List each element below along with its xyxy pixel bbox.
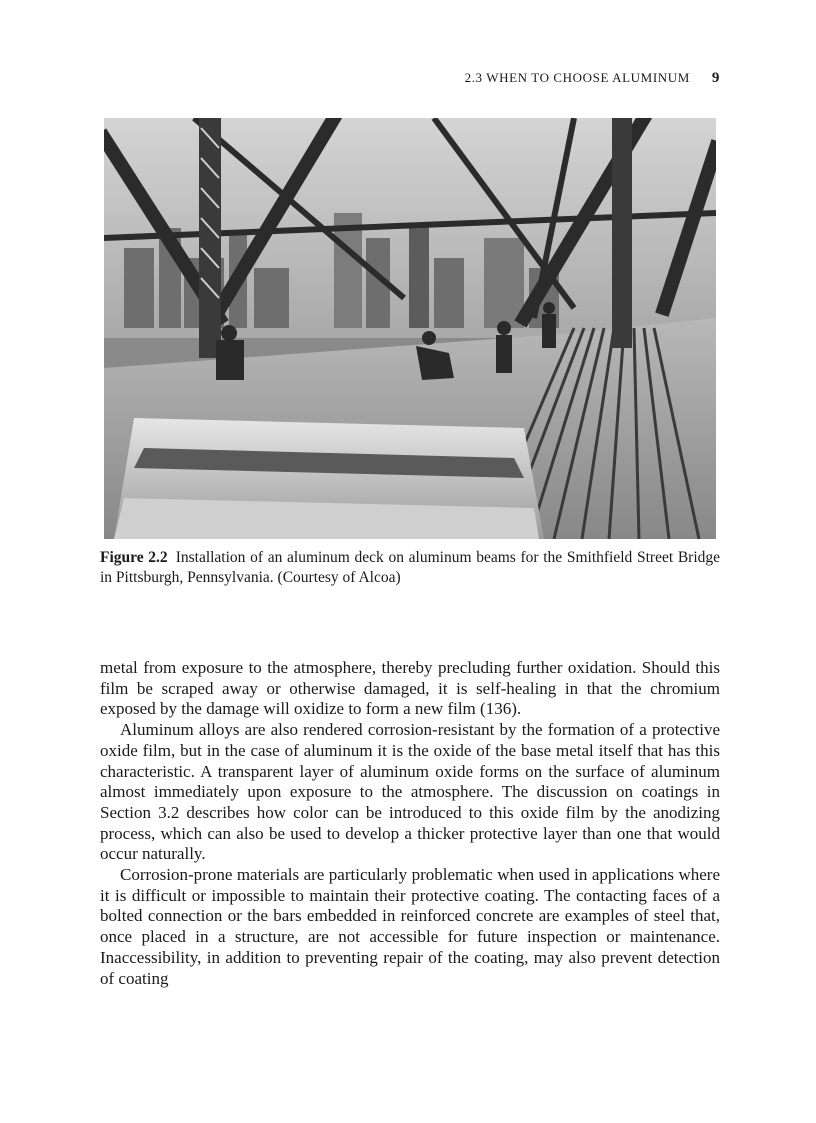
paragraph: metal from exposure to the atmosphere, thereby precluding further oxidation. Should this film be scraped away or otherwise damaged, it is self-healing in that the chromium exposed by the damage will oxidize to form a new film (136). (100, 658, 720, 719)
section-title: 2.3 WHEN TO CHOOSE ALUMINUM (464, 70, 690, 85)
running-head (465, 70, 720, 87)
bridge-photo (104, 118, 716, 539)
page-number: 9 (711, 70, 720, 86)
figure-caption-text: Installation of an aluminum deck on aluminum beams for the Smithfield Street Bridge in Pittsburgh, Pennsylvania. (Courtesy of Alcoa) (100, 549, 721, 586)
figure-label: Figure 2.2 (100, 549, 168, 566)
paragraph: Aluminum alloys are also rendered corrosion-resistant by the formation of a protective oxide film, but in the case of aluminum it is the oxide of the base metal itself that has this characteristic. A transparent layer of aluminum oxide forms on the surface of aluminum almost immediately upon exposure to the atmosphere. The discussion on coatings in Section 3.2 describes how color can be introduced to this oxide film by the anodizing process, which can also be used to develop a thicker protective layer than one that would occur naturally. (100, 720, 720, 864)
body-text (100, 658, 720, 989)
paragraph: Corrosion-prone materials are particularly problematic when used in applications where it is difficult or impossible to maintain their protective coating. The contacting faces of a bolted connection or the bars embedded in reinforced concrete are examples of steel that, once placed in a structure, are not accessible for future inspection or maintenance. Inaccessibility, in addition to preventing repair of the coating, may also prevent detection of coating (100, 865, 720, 988)
figure-caption (100, 548, 720, 588)
